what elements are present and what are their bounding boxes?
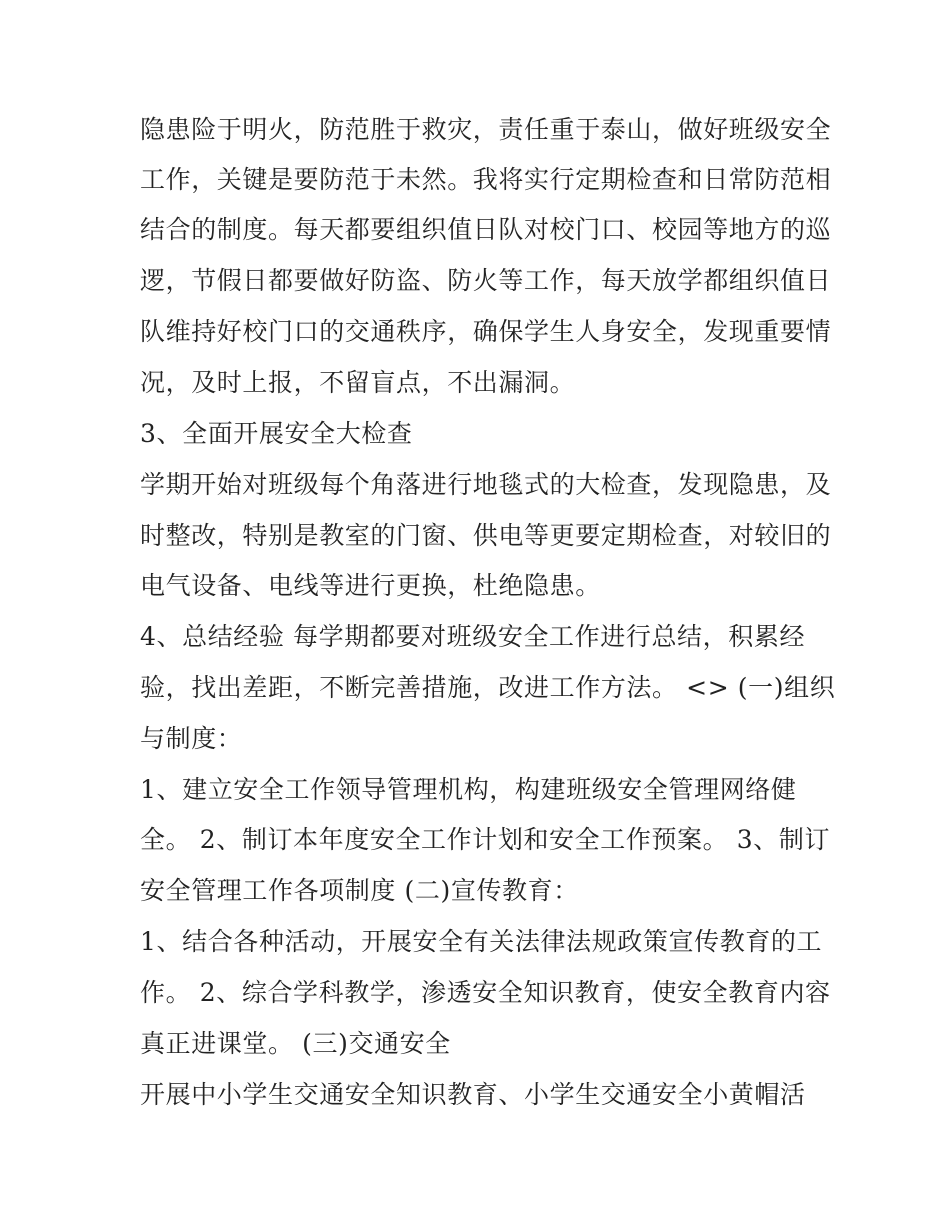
section-heading: 4、总结经验 每学期都要对班级安全工作进行总结，积累经	[140, 622, 806, 651]
text-line: 验，找出差距，不断完善措施，改进工作方法。 <> (一)组织	[140, 673, 836, 702]
text-line: 时整改，特别是教室的门窗、供电等更要定期检查，对较旧的	[140, 521, 832, 550]
text-line: 队维持好校门口的交通秩序，确保学生人身安全，发现重要情	[140, 317, 832, 346]
text-line: 电气设备、电线等进行更换，杜绝隐患。	[140, 571, 601, 600]
section-heading: 3、全面开展安全大检查	[140, 419, 413, 448]
text-line: 作。 2、综合学科教学，渗透安全知识教育，使安全教育内容	[140, 978, 831, 1007]
text-line: 逻，节假日都要做好防盗、防火等工作，每天放学都组织值日	[140, 266, 832, 295]
text-line: 学期开始对班级每个角落进行地毯式的大检查，发现隐患，及	[140, 470, 832, 499]
text-line: 况，及时上报，不留盲点，不出漏洞。	[140, 368, 576, 397]
text-line: 真正进课堂。 (三)交通安全	[140, 1029, 451, 1058]
text-line: 与制度：	[140, 724, 243, 753]
text-line: 工作，关键是要防范于未然。我将实行定期检查和日常防范相	[140, 165, 832, 194]
text-line: 1、结合各种活动，开展安全有关法律法规政策宣传教育的工	[140, 927, 823, 956]
text-line: 全。 2、制订本年度安全工作计划和安全工作预案。 3、制订	[140, 825, 831, 854]
text-line: 1、建立安全工作领导管理机构，构建班级安全管理网络健	[140, 775, 797, 804]
text-line: 结合的制度。每天都要组织值日队对校门口、校园等地方的巡	[140, 215, 832, 244]
text-line: 安全管理工作各项制度 (二)宣传教育：	[140, 876, 579, 905]
text-line: 隐患险于明火，防范胜于救灾，责任重于泰山，做好班级安全	[140, 115, 832, 144]
text-line: 开展中小学生交通安全知识教育、小学生交通安全小黄帽活	[140, 1080, 806, 1109]
